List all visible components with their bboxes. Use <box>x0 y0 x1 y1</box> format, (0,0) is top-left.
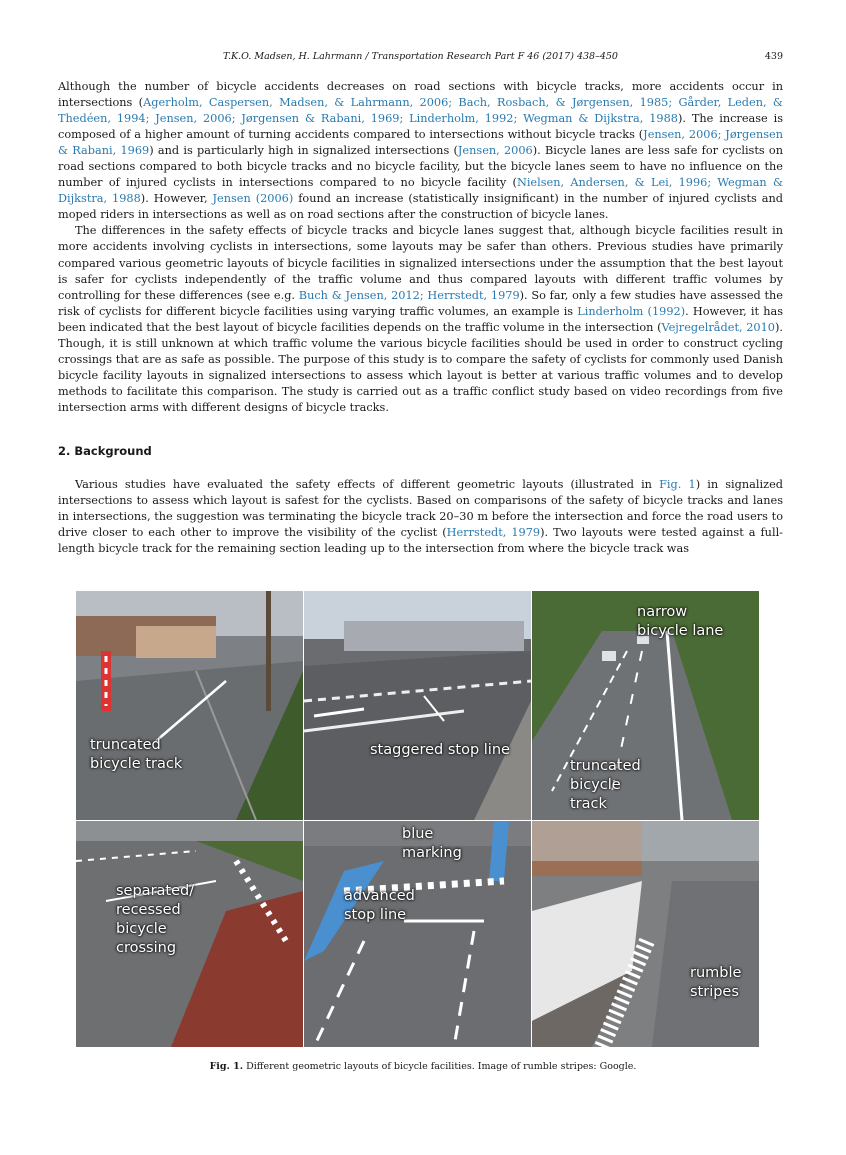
citation-link[interactable]: Jensen, 2006 <box>457 144 533 158</box>
label-rumble-stripes: rumble stripes <box>690 965 742 1000</box>
photo-scene <box>532 821 759 1047</box>
label-truncated-bicycle-track-2: truncated bicycle track <box>570 758 641 812</box>
running-title: T.K.O. Madsen, H. Lahrmann / Transportation Research Part F 46 (2017) 438–450 <box>223 51 618 62</box>
label-staggered-stop-line: staggered stop line <box>370 742 510 758</box>
citation-link[interactable]: Linderholm (1992) <box>577 304 686 318</box>
section-heading: 2. Background <box>58 444 152 458</box>
caption-label: Fig. 1. <box>209 1061 244 1072</box>
figure-link[interactable]: Fig. 1 <box>659 478 696 491</box>
figure-caption <box>0 1061 846 1072</box>
label-truncated-bicycle-track: truncated bicycle track <box>90 737 183 772</box>
photo-rumble-stripes <box>532 821 759 1047</box>
intro-text <box>58 79 783 416</box>
label-blue-marking: blue marking <box>402 826 462 861</box>
citation-link[interactable]: Agerholm, Caspersen, Madsen, & Lahrmann, 2006; Bach, Rosbach, & Jørgensen, 1985; Gårder, Leden, & Thedéen, 1994; Jensen, 2006; Jørgensen & Rabani, 1969; Linderholm, 1992; Wegman & Dijkstra, 1988 <box>58 96 783 126</box>
photo-scene <box>76 591 303 820</box>
photo-narrow-bicycle-lane <box>532 591 759 820</box>
label-separated-recessed-bicycle-crossing: separated/ recessed bicycle crossing <box>116 883 195 956</box>
photo-truncated-track <box>76 591 303 820</box>
photo-staggered-stop-line <box>304 591 531 820</box>
citation-link[interactable]: Vejregelrådet, 2010 <box>661 320 775 334</box>
label-advanced-stop-line: advanced stop line <box>344 888 415 923</box>
page-number: 439 <box>764 51 783 62</box>
caption-text: Different geometric layouts of bicycle facilities. Image of rumble stripes: Google. <box>243 1061 637 1072</box>
photo-blue-marking <box>304 821 531 1047</box>
citation-link[interactable]: Herrstedt, 1979 <box>446 526 541 540</box>
figure-1 <box>76 591 759 1047</box>
label-narrow-bicycle-lane: narrow bicycle lane <box>637 604 724 639</box>
running-header <box>58 51 783 65</box>
citation-link[interactable]: Buch & Jensen, 2012; Herrstedt, 1979 <box>298 288 520 302</box>
photo-separated-crossing <box>76 821 303 1047</box>
paragraph-2: The differences in the safety effects of bicycle tracks and bicycle lanes suggest that, although bicycle facilities result in more accidents involving cyclists in intersections, some layouts may be safer than others. Previous studies have primarily compared various geometric layouts of bicycle facilities in signalized intersections under the assumption that the best layout is safer for cyclists independently of the traffic volume and thus compared layouts with different traffic volumes by controlling for these differences (see e.g. Buch & Jensen, 2012; Herrstedt, 1979). So far, only a few studies have assessed the risk of cyclists for different bicycle facilities using varying traffic volumes, an example is Linderholm (1992). However, it has been indicated that the best layout of bicycle facilities depends on the traffic volume in the intersection (Vejregelrådet, 2010). Though, it is still unknown at which traffic volume the various bicycle facilities should be used in order to construct cycling crossings that are as safe as possible. The purpose of this study is to compare the safety of cyclists for commonly used Danish bicycle facility layouts in signalized intersections to assess which layout is better at various traffic volumes and to develop methods to facilitate this comparison. The study is carried out as a traffic conflict study based on video recordings from five intersection arms with different designs of bicycle tracks. <box>58 224 784 414</box>
citation-link[interactable]: Jensen, 2006; Jørgensen & Rabani, 1969 <box>58 128 783 158</box>
citation-link[interactable]: Nielsen, Andersen, & Lei, 1996; Wegman & Dijkstra, 1988 <box>58 176 783 206</box>
paragraph-3: Various studies have evaluated the safety effects of different geometric layouts (illustrated in Fig. 1) in signalized intersections to assess which layout is safest for the cyclists. Based on comparisons of the safety of bicycle tracks and lanes in intersections, the suggestion was terminating the bicycle track 20–30 m before the intersection and force the road users to drive closer to each other to improve the visibility of the cyclist (Herrstedt, 1979). Two layouts were tested against a full-length bicycle track for the remaining section leading up to the intersection from where the bicycle track was <box>58 478 783 556</box>
paragraph-1: Although the number of bicycle accidents decreases on road sections with bicycle tracks, more accidents occur in intersections (Agerholm, Caspersen, Madsen, & Lahrmann, 2006; Bach, Rosbach, & Jørgensen, 1985; Gårder, Leden, & Thedéen, 1994; Jensen, 2006; Jørgensen & Rabani, 1969; Linderholm, 1992; Wegman & Dijkstra, 1988). The increase is composed of a higher amount of turning accidents compared to intersections without bicycle tracks (Jensen, 2006; Jørgensen & Rabani, 1969) and is particularly high in signalized intersections (Jensen, 2006). Bicycle lanes are less safe for cyclists on road sections compared to both bicycle tracks and no bicycle facility, but the bicycle lanes seem to have no influence on the number of injured cyclists in intersections compared to no bicycle facility (Nielsen, Andersen, & Lei, 1996; Wegman & Dijkstra, 1988). However, Jensen (2006) found an increase (statistically insignificant) in the number of injured cyclists and moped riders in intersections as well as on road sections after the construction of bicycle lanes. <box>58 80 784 222</box>
citation-link[interactable]: Jensen (2006) <box>212 192 294 206</box>
photo-scene <box>304 591 531 820</box>
